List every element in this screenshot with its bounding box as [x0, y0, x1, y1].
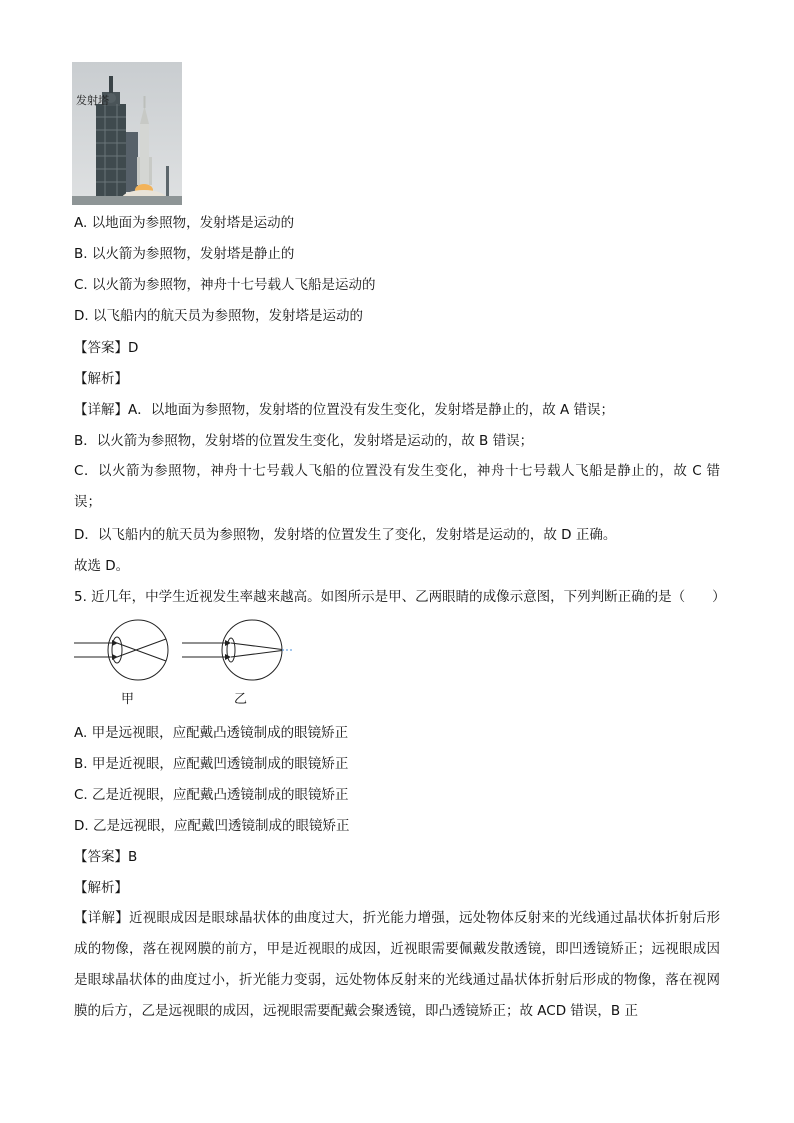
q4-option-a: A. 以地面为参照物，发射塔是运动的 — [74, 215, 295, 231]
eye-b-diagram — [182, 620, 292, 680]
photo-label: 发射塔 — [76, 94, 109, 107]
q4-conclusion: 故选 D。 — [74, 558, 130, 574]
q5-option-b: B. 甲是近视眼，应配戴凹透镜制成的眼镜矫正 — [74, 756, 349, 772]
rocket-launch-photo — [72, 62, 182, 205]
q4-option-d: D. 以飞船内的航天员为参照物，发射塔是运动的 — [74, 308, 363, 324]
q4-detail-b: B．以火箭为参照物，发射塔的位置发生变化，发射塔是运动的，故 B 错误； — [74, 433, 534, 449]
q5-detail: 【详解】近视眼成因是眼球晶状体的曲度过大，折光能力增强，远处物体反射来的光线通过晶状体折射后形成的物像，落在视网膜的前方，甲是近视眼的成因，近视眼需要佩戴发散透镜，即凹透镜矫正；远视眼成因是眼球晶状体的曲度过小，折光能力变弱，远处物体反射来的光线通过晶状体折射后形成的物像，落在视网膜的后方，乙是远视眼的成因，远视眼需要配戴会聚透镜，即凸透镜矫正；故 ACD 错误，B 正 — [74, 910, 720, 1019]
eye-a-diagram — [74, 620, 168, 680]
q4-answer: 【答案】D — [74, 340, 139, 356]
q5-stem: 5. 近几年，中学生近视发生率越来越高。如图所示是甲、乙两眼睛的成像示意图，下列判断正确的是（ ） — [74, 589, 726, 605]
eye-imaging-diagram — [70, 615, 300, 715]
diagram-label-a: 甲 — [121, 692, 135, 707]
diagram-label-b: 乙 — [234, 692, 248, 707]
q4-detail-d: D．以飞船内的航天员为参照物，发射塔的位置发生了变化，发射塔是运动的，故 D 正确。 — [74, 527, 617, 543]
q5-option-c: C. 乙是近视眼，应配戴凸透镜制成的眼镜矫正 — [74, 787, 349, 803]
q5-answer: 【答案】B — [74, 849, 138, 865]
q4-analysis-heading: 【解析】 — [74, 371, 128, 387]
q4-option-c: C. 以火箭为参照物，神舟十七号载人飞船是运动的 — [74, 277, 376, 293]
q5-option-d: D. 乙是远视眼，应配戴凹透镜制成的眼镜矫正 — [74, 818, 350, 834]
q4-option-b: B. 以火箭为参照物，发射塔是静止的 — [74, 246, 295, 262]
q4-detail-c: C．以火箭为参照物，神舟十七号载人飞船的位置没有发生变化，神舟十七号载人飞船是静止的，故 C 错误； — [74, 463, 720, 510]
q4-detail-a: 【详解】A．以地面为参照物，发射塔的位置没有发生变化，发射塔是静止的，故 A 错误； — [74, 402, 615, 418]
q5-option-a: A. 甲是远视眼，应配戴凸透镜制成的眼镜矫正 — [74, 725, 349, 741]
q5-analysis-heading: 【解析】 — [74, 880, 128, 896]
